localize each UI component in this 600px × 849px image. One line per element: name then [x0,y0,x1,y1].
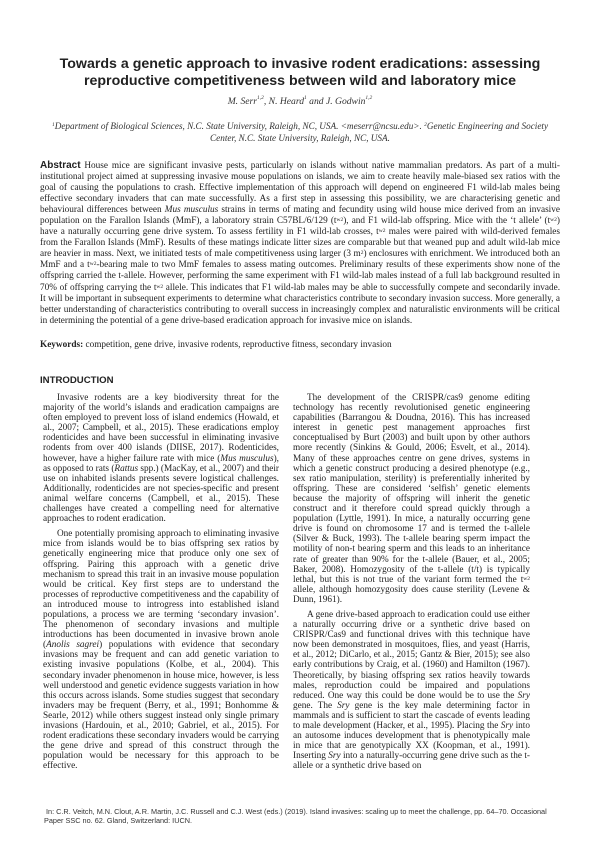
author-affiliation-marker: 1 [304,95,307,101]
superscript: w2 [89,261,97,268]
text: Invasive rodents are a key biodiversity threat for the majority of the world’s islands and eradication campaigns are often employed to prevent loss of island endemics (Howald, et al., 2007; Campbell, et al., 2015). These eradications employ rodenticides and have been successful in eliminating invasive rodents from over 400 islands (DIISE, 2017). Rodenticides, however, have a higher failure rate with mice ( [43,393,279,464]
citation-text: In: C.R. Veitch, M.N. Clout, A.R. Martin, J.C. Russell and C.J. West (eds.) (2019). Island invasives: scaling up to meet the challenge, pp. 64–70. Occasional Paper SSC no. 62. Gland, Switzerland: IUCN. [44,807,547,826]
species-name: Rattus [114,463,139,474]
author-list [0,96,600,107]
abstract-label: Abstract [40,160,81,171]
affiliations [50,120,550,144]
abstract [40,160,560,327]
text: gene is the key male determining factor in mammals and is sufficient to start the cascade of events leading to male development (Hacker, et al., 1995). Placing the [293,700,530,731]
abstract-text: -bearing male to two MmF females to assess mating outcomes. Preliminary results of these experiments show none of the offspring carried the t-allele. However, performing the same experiment with F1 wild-lab males instead of a full lab background resulted in 70% of offspring carrying the t [40,260,560,293]
affiliation-marker: 2 [424,122,427,128]
abstract-text: House mice are significant invasive pests, particularly on islands without native mammalian predators. As part of a multi-institutional project aimed at suppressing invasive mouse populations on islands, we aim to create heavily male-biased sex ratios with the goal of causing the populations to crash. Effective implementation of this approach will depend on engineered F1 wild-lab males being effective secondary invaders that can mate successfully. As a first step in assessing this possibility, we are characterising genetic and behavioural differences between [40,161,560,216]
abstract-text: ) have a naturally occurring gene drive system. To assess fertility in F1 wild-lab crosses, t [40,216,560,238]
keywords-text: competition, gene drive, invasive rodents, reproductive fitness, secondary invasion [83,340,392,350]
author-separator: , [263,96,269,107]
text: A gene drive-based approach to eradication could use either a naturally occurring drive or a synthetic drive based on CRISPR/Cas9 and functional drives with this technique have now been demonstrated in mosquitoes, flies, and yeast (Harris, et al., 2012; DiCarlo, et al., 2015; Gantz & Bier, 2015); see also early contributions by Craig, et al. (1960) and Hamilton (1967). Theoretically, by biasing offspring sex ratios heavily towards males, reproduction could be impaired and populations reduced. One way this could be done would be to use the [293,609,530,701]
superscript: w2 [156,283,164,290]
paragraph [293,393,530,605]
paragraph [43,529,279,771]
gene-name: Sry [328,751,341,762]
abstract-text: males were paired with wild-derived females from the Farallon Islands (MmF). Results of these matings indicate litter sizes are comparable but that weaned pup and adult wild-lab mice are heavier in mass. Next, we initiated tests of male competitiveness using larger (3 m [40,227,560,260]
text: into an autosome induces development that is phenotypically male in mice that are genotypically XX (Koopman, et al., 1991). Inserting [293,721,530,762]
affiliation-1: Department of Biological Sciences, N.C. State University, Raleigh, NC, USA. <meserr@ncsu.edu>. [54,121,422,131]
affiliation-2: Genetic Engineering and Society Center, N.C. State University, Raleigh, NC, USA. [210,121,549,143]
text: ), as opposed to rats ( [43,453,279,474]
paragraph [43,393,279,524]
abstract-text: strains in terms of mating and fecundity using wild house mice derived from an invasive population on the Farallon Islands (MmF), a laboratory strain C57BL/6/129 (t [40,205,560,227]
text: The development of the CRISPR/cas9 genome editing technology has recently revolutionised genetic engineering capabilities (Barrangou & Doudna, 2016). This has increased interest in genetic pest management approaches first conceptualised by Burt (2003) and built upon by other authors more recently (Sinkins & Gould, 2006; Esvelt, et al., 2014). Many of these approaches centre on gene drives, systems in which a genetic construct producing a desired phenotype (e.g., sex ratio manipulation, sterility) is preferentially inherited by offspring. These are considered ‘selfish’ genetic elements because the majority of offspring will inherit the genetic construct and it therefore could spread quickly through a population (Lyttle, 1991). In mice, a naturally occurring gene drive is found on chromosome 17 and is termed the t-allele (Silver & Buck, 1993). The t-allele bearing sperm impact the motility of non-t bearing sperm and this leads to an inheritance rate of greater than 90% for the t-allele (Bauer, et al., 2005; Baker, 2008). Homozygosity of the t-allele (t/t) is typically lethal, but this is not true of the variant form termed the t [293,393,530,585]
column-left [43,393,279,776]
citation-footer [44,807,564,825]
author-name: M. Serr [227,96,257,107]
gene-name: Sry [337,700,350,711]
author-name: J. Godwin [325,96,366,107]
author-name: N. Heard [268,96,305,107]
abstract-text: ), and F1 wild-lab offspring. Mice with the ‘t allele’ (t [343,216,551,227]
text: into a naturally-occurring gene drive such as the t-allele or a synthetic drive based on [293,751,530,772]
text: spp.) (MacKay, et al., 2007) and their use on inhabited islands presents severe logistical challenges. Additionally, rodenticides are not species-specific and present animal welfare concerns (Campbell, et al., 2015). These challenges have created a compelling need for alternative approaches to rodent eradication. [43,463,279,525]
text: allele, although homozygosity does cause sterility (Levene & Dunn, 1961). [293,584,530,605]
text: gene. The [293,700,338,711]
keywords-label: Keywords: [40,340,84,350]
superscript: w2 [550,217,557,224]
superscript: w2 [378,228,386,235]
keywords [40,340,560,350]
abstract-text: allele. This indicates that F1 wild-lab males may be able to successfully compete and secondarily invade. It will be important in subsequent experiments to determine what characteristics contribute to secondary invasion success. More generally, a better understanding of characteristics contributing to overall success in increasingly complex and naturalistic environments will be critical in determining the potential of a gene drive-based eradication approach for invasive mice on islands. [40,282,561,326]
superscript: w2 [523,575,530,582]
superscript: w2 [336,217,344,224]
abstract-text: ) enclosures with enrichment. We introduced both an MmF and a t [40,249,560,271]
gene-name: Sry [500,721,514,731]
text: One potentially promising approach to eliminating invasive mice from islands would be to bias offspring sex ratios by genetically engineering mice that produce only one sex of offspring. Pairing this approach with a genetic drive mechanism to spread this trait in an invasive mouse population would be critical. Key first steps are to understand the processes of reproductive competitiveness and the capability of an introduced mouse to introgress into established island populations, a process we are terming ‘secondary invasion’. The phenomenon of secondary invasions and multiple introductions has been documented in invasive brown anole ( [43,529,279,651]
species-name: Mus musculus [164,205,219,216]
gene-name: Sry [517,690,530,701]
column-right [293,393,530,776]
paper-title: Towards a genetic approach to invasive rodent eradications: assessing reproductive competitiveness between wild and laboratory mice [59,56,541,89]
author-separator: and [306,96,326,107]
author-affiliation-marker: 1,2 [365,95,373,101]
species-name: Mus musculus [220,453,274,464]
text: ) populations with evidence that secondary invasions may be frequent and can add genetic variation to existing invasive populations (Kolbe, et al., 2004). This secondary invader phenomenon in house mice, however, is less well understood and genetic evidence suggests variation in how this occurs across islands. Some studies suggest that secondary invaders may be frequent (Berry, et al., 1991; Bonhomme & Searle, 2012) while others suggest instead only single primary invasions (Hardouin, et al., 2010; Gabriel, et al., 2015). For rodent eradications these secondary invaders would be carrying the gene drive and spread of this construct through the population would be necessary for this approach to be effective. [43,640,279,772]
author-affiliation-marker: 1,2 [257,95,264,101]
superscript: 2 [360,250,364,257]
affiliation-marker: 1 [51,122,55,128]
section-heading-introduction: INTRODUCTION [40,375,114,386]
species-name: Anolis sagrei [46,640,100,651]
paragraph [293,610,530,772]
